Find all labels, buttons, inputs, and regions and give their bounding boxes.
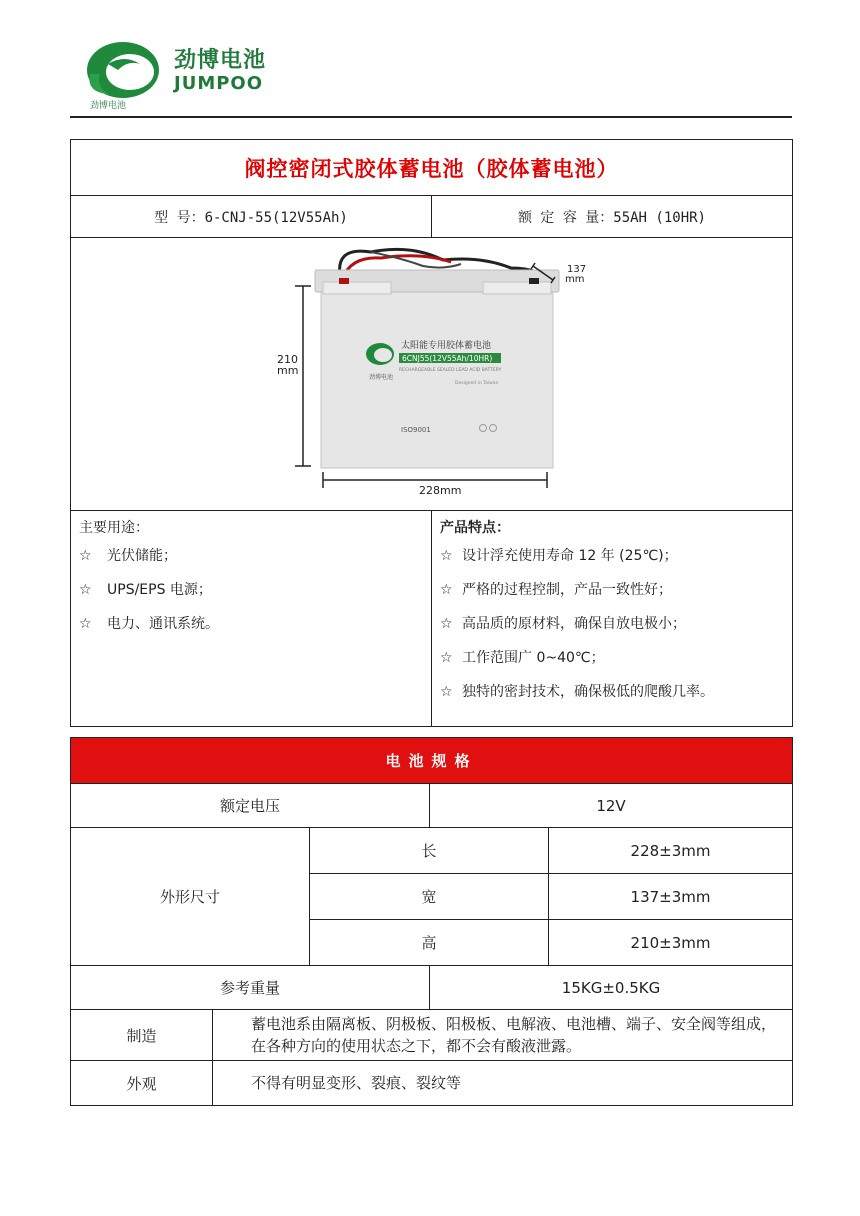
star-icon: ☆	[440, 582, 453, 598]
rated-voltage-value: 12V	[430, 784, 793, 828]
star-icon: ☆	[440, 548, 453, 564]
star-icon: ☆	[79, 582, 92, 598]
battery-label-en: RECHARGEABLE SEALED LEAD ACID BATTERY	[399, 368, 502, 373]
jumpoo-logo-icon	[78, 34, 168, 112]
brand-name-cn: 劲博电池	[174, 48, 267, 73]
star-icon: ☆	[79, 616, 92, 632]
feature-item: ☆ 高品质的原材料，确保自放电极小；	[440, 607, 784, 641]
feature-item: ☆ 设计浮充使用寿命 12 年 (25℃)；	[440, 539, 784, 573]
features-heading: 产品特点：	[440, 520, 510, 536]
product-image-cell	[71, 238, 793, 511]
dim-width: 228mm	[419, 484, 462, 497]
feature-item: ☆ 独特的密封技术，确保极低的爬酸几率。	[440, 675, 784, 709]
brand-name-en: JUMPOO	[174, 73, 264, 94]
battery-spec-title: 电池规格	[71, 738, 793, 784]
feature-item: ☆ 工作范围广 0~40℃；	[440, 641, 784, 675]
construction-value: 蓄电池系由隔离板、阴极板、阳极板、电解液、电池槽、端子、安全阀等组成，在各种方向的使用状态之下，都不会有酸液泄露。	[213, 1010, 793, 1061]
length-value: 228±3mm	[549, 828, 793, 874]
appearance-value: 不得有明显变形、裂痕、裂纹等	[213, 1061, 793, 1106]
battery-spec-table	[70, 737, 793, 1106]
width-label: 宽	[310, 874, 549, 920]
star-icon: ☆	[440, 616, 453, 632]
uses-heading: 主要用途：	[79, 520, 149, 536]
logo-caption: 劲博电池	[90, 101, 127, 111]
battery-product-image	[71, 238, 793, 510]
weight-value: 15KG±0.5KG	[430, 966, 793, 1010]
uses-item: ☆ 电力、通讯系统。	[79, 607, 423, 641]
model-number: 型 号：6-CNJ-55(12V55Ah)	[71, 196, 432, 238]
width-value: 137±3mm	[549, 874, 793, 920]
dim-depth-unit: mm	[565, 274, 585, 285]
battery-label-designed: Designed in Taiwan	[455, 381, 499, 386]
page-header	[70, 30, 792, 118]
uses-cell	[71, 511, 432, 727]
dim-depth-value: 137	[567, 264, 587, 275]
star-icon: ☆	[79, 548, 92, 564]
height-value: 210±3mm	[549, 920, 793, 966]
feature-item: ☆ 严格的过程控制，产品一致性好；	[440, 573, 784, 607]
dim-height-unit: mm	[277, 364, 299, 377]
height-label: 高	[310, 920, 549, 966]
battery-label-small-cn: 劲博电池	[369, 374, 394, 381]
rated-capacity: 额 定 容 量：55AH (10HR)	[432, 196, 793, 238]
star-icon: ☆	[440, 684, 453, 700]
uses-item: ☆ UPS/EPS 电源；	[79, 573, 423, 607]
spec-table	[70, 139, 793, 727]
appearance-label: 外观	[71, 1061, 213, 1106]
features-cell	[432, 511, 793, 727]
uses-item: ☆ 光伏储能；	[79, 539, 423, 573]
length-label: 长	[310, 828, 549, 874]
rated-voltage-label: 额定电压	[71, 784, 430, 828]
dim-height-value: 210	[277, 353, 298, 366]
brand-name	[174, 48, 266, 94]
star-icon: ☆	[440, 650, 453, 666]
battery-label-cn: 太阳能专用胶体蓄电池	[401, 341, 492, 351]
battery-label-iso: ISO9001	[401, 426, 431, 434]
spec-title: 阀控密闭式胶体蓄电池（胶体蓄电池）	[71, 140, 793, 196]
battery-label-model: 6CNJ55(12V55Ah/10HR)	[402, 354, 493, 363]
size-label: 外形尺寸	[71, 828, 310, 966]
weight-label: 参考重量	[71, 966, 430, 1010]
construction-label: 制造	[71, 1010, 213, 1061]
